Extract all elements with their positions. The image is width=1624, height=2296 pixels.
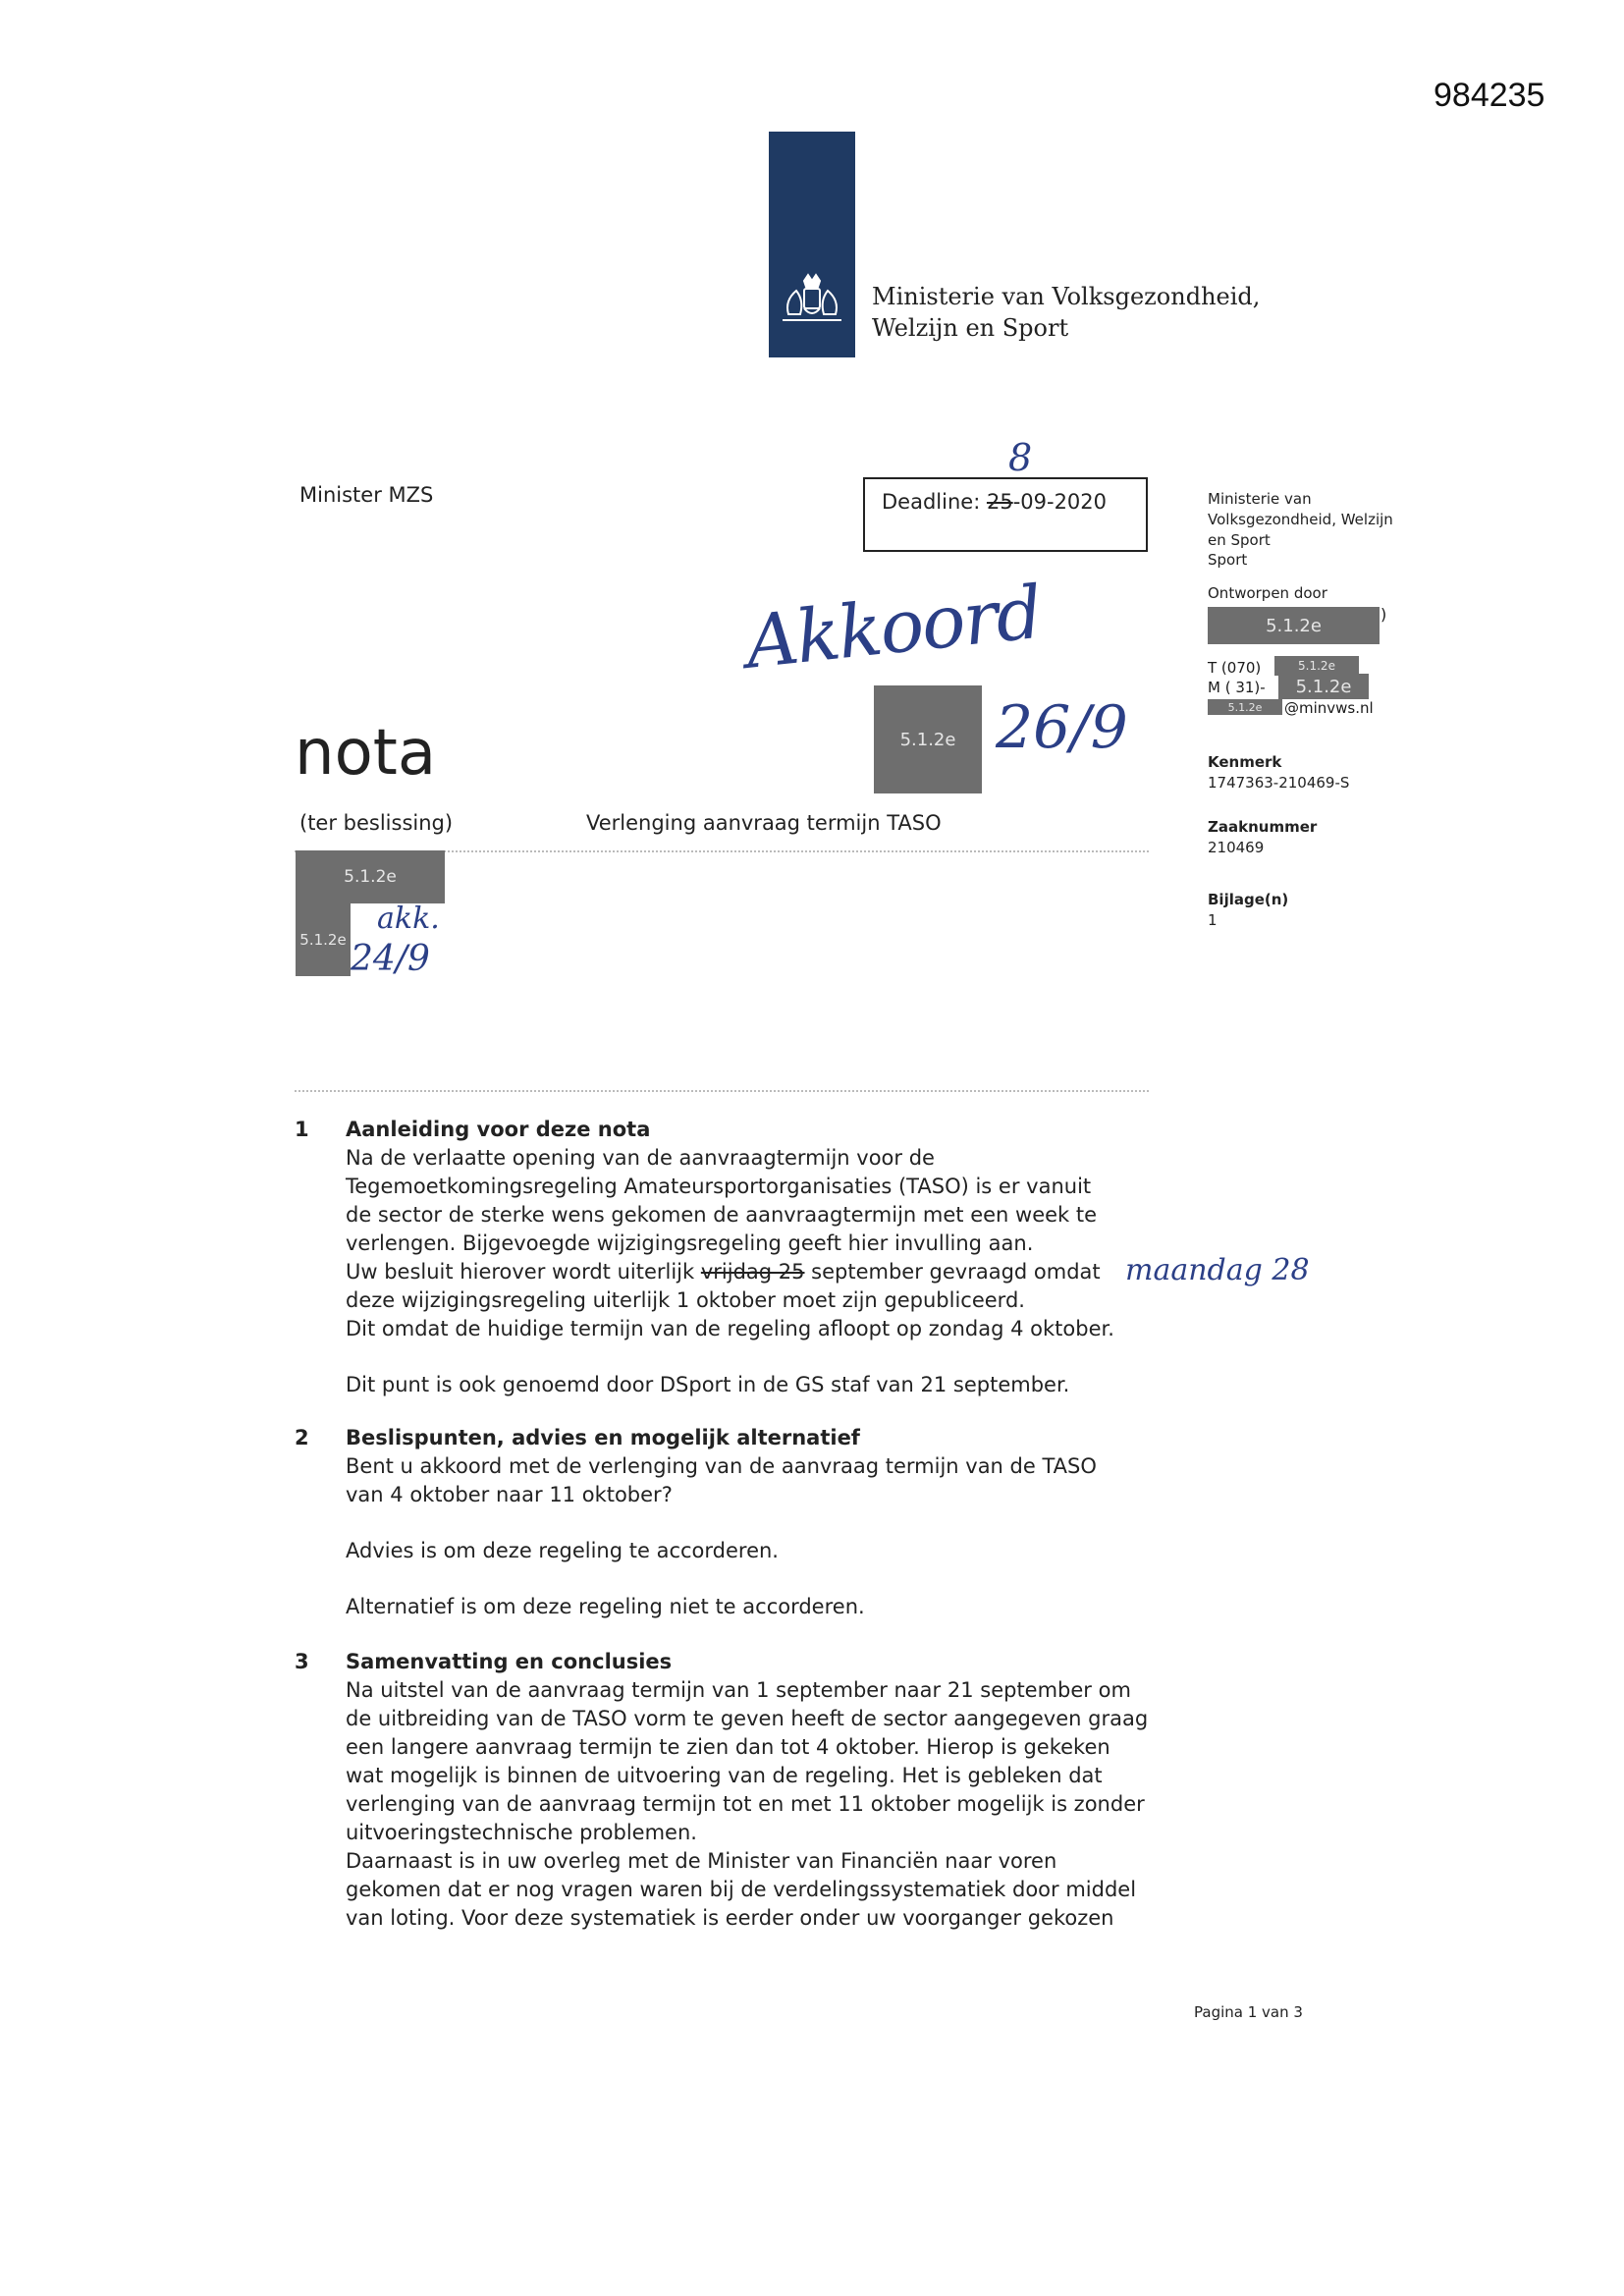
- body-line: gekomen dat er nog vragen waren bij de verdelingssystematiek door middel: [346, 1878, 1137, 1901]
- sidebar-ministry-line: Volksgezondheid, Welzijn: [1208, 511, 1393, 528]
- body-line: een langere aanvraag termijn te zien dan tot 4 oktober. Hierop is gekeken: [346, 1735, 1110, 1759]
- document-subtitle: (ter beslissing): [299, 811, 454, 835]
- document-number: 984235: [1434, 77, 1545, 114]
- body-line: Na uitstel van de aanvraag termijn van 1 september naar 21 september om: [346, 1678, 1131, 1702]
- body-line: [346, 1258, 1178, 1286]
- ministry-name-line2: Welzijn en Sport: [872, 314, 1069, 342]
- bijlagen-value: 1: [1208, 911, 1218, 929]
- sidebar-ministry-line: Ministerie van: [1208, 490, 1312, 508]
- ministry-name: [872, 281, 1260, 344]
- body-line: verlenging van de aanvraag termijn tot en met 11 oktober mogelijk is zonder: [346, 1792, 1145, 1816]
- handwritten-maandag: maandag 28: [1125, 1253, 1310, 1287]
- body-line: van loting. Voor deze systematiek is eerder onder uw voorganger gekozen: [346, 1906, 1114, 1930]
- sidebar-directorate: Sport: [1208, 551, 1248, 569]
- body-line: wat mogelijk is binnen de uitvoering van de regeling. Het is gebleken dat: [346, 1764, 1103, 1787]
- bijlagen-label: Bijlage(n): [1208, 891, 1289, 908]
- body-line: Daarnaast is in uw overleg met de Minister van Financiën naar voren: [346, 1849, 1057, 1873]
- page-footer: Pagina 1 van 3: [1194, 2003, 1303, 2021]
- section-number: 1: [295, 1118, 309, 1141]
- body-line: Tegemoetkomingsregeling Amateursportorganisaties (TASO) is er vanuit: [346, 1175, 1092, 1198]
- zaaknummer-value: 210469: [1208, 839, 1265, 856]
- sidebar-mobile-label: M ( 31)-: [1208, 679, 1266, 696]
- handwritten-approval-2: akk.: [377, 902, 440, 936]
- sidebar-bijlagen: [1208, 890, 1463, 931]
- body-line: de uitbreiding van de TASO vorm te geven heeft de sector aangegeven graag: [346, 1707, 1149, 1730]
- body-line: de sector de sterke wens gekomen de aanvraagtermijn met een week te: [346, 1203, 1098, 1227]
- body-line: verlengen. Bijgevoegde wijzigingsregeling geeft hier invulling aan.: [346, 1231, 1034, 1255]
- deadline-original-day: 25: [986, 490, 1013, 514]
- deadline-label: Deadline:: [882, 490, 981, 514]
- deadline-box: [863, 477, 1148, 552]
- royal-crest-icon: [775, 271, 849, 330]
- divider: [295, 1090, 1149, 1092]
- section-heading: Beslispunten, advies en mogelijk alternatief: [346, 1426, 860, 1449]
- deadline-text: [882, 490, 1107, 514]
- section-heading: Aanleiding voor deze nota: [346, 1118, 651, 1141]
- sidebar-kenmerk: [1208, 752, 1463, 793]
- redaction-block: 5.1.2e: [296, 850, 445, 903]
- redaction-block: 5.1.2e: [874, 685, 982, 793]
- body-line: Alternatief is om deze regeling niet te accorderen.: [346, 1595, 865, 1618]
- sidebar-phone: [1208, 658, 1266, 697]
- redaction-block: 5.1.2e: [1208, 699, 1282, 715]
- zaaknummer-label: Zaaknummer: [1208, 818, 1318, 836]
- section-1: [295, 1116, 1178, 1399]
- document-title: nota: [295, 717, 437, 790]
- redaction-block: 5.1.2e: [296, 903, 351, 976]
- body-line: deze wijzigingsregeling uiterlijk 1 oktober moet zijn gepubliceerd.: [346, 1288, 1025, 1312]
- struck-text: vrijdag 25: [700, 1260, 805, 1284]
- sidebar-ministry: [1208, 489, 1463, 551]
- addressee: Minister MZS: [299, 483, 434, 507]
- redaction-block: 5.1.2e: [1278, 674, 1369, 699]
- section-number: 3: [295, 1650, 309, 1673]
- section-2: [295, 1424, 1178, 1621]
- body-line: Dit punt is ook genoemd door DSport in de GS staf van 21 september.: [346, 1373, 1070, 1396]
- deadline-rest: -09-2020: [1012, 490, 1108, 514]
- body-text: Uw besluit hierover wordt uiterlijk: [346, 1260, 701, 1284]
- redaction-block: 5.1.2e: [1274, 656, 1359, 676]
- body-line: Advies is om deze regeling te accorderen.: [346, 1539, 779, 1562]
- body-line: uitvoeringstechnische problemen.: [346, 1821, 697, 1844]
- sidebar-designed-by-label: Ontworpen door: [1208, 584, 1327, 602]
- paren: ): [1380, 605, 1387, 624]
- section-3: [295, 1648, 1178, 1933]
- body-line: Dit omdat de huidige termijn van de regeling afloopt op zondag 4 oktober.: [346, 1317, 1114, 1340]
- section-heading: Samenvatting en conclusies: [346, 1650, 673, 1673]
- section-number: 2: [295, 1426, 309, 1449]
- body-line: van 4 oktober naar 11 oktober?: [346, 1483, 673, 1506]
- body-line: Bent u akkoord met de verlenging van de aanvraag termijn van de TASO: [346, 1454, 1097, 1478]
- body-text: september gevraagd omdat: [804, 1260, 1101, 1284]
- document-subject: Verlenging aanvraag termijn TASO: [586, 811, 942, 835]
- body-line: Na de verlaatte opening van de aanvraagtermijn voor de: [346, 1146, 935, 1170]
- sidebar-ministry-line: en Sport: [1208, 531, 1271, 549]
- sidebar-zaaknummer: [1208, 817, 1463, 858]
- handwritten-deadline-correction: 8: [1008, 436, 1033, 479]
- sidebar-tel-label: T (070): [1208, 659, 1262, 677]
- kenmerk-label: Kenmerk: [1208, 753, 1282, 771]
- handwritten-approval: Akkoord: [741, 570, 1045, 685]
- kenmerk-value: 1747363-210469-S: [1208, 774, 1350, 792]
- handwritten-approval-date: 26/9: [996, 693, 1128, 762]
- redaction-block: 5.1.2e: [1208, 607, 1380, 644]
- handwritten-approval-2-date: 24/9: [351, 939, 430, 979]
- ministry-name-line1: Ministerie van Volksgezondheid,: [872, 283, 1261, 310]
- sidebar-email-suffix: @minvws.nl: [1284, 699, 1374, 717]
